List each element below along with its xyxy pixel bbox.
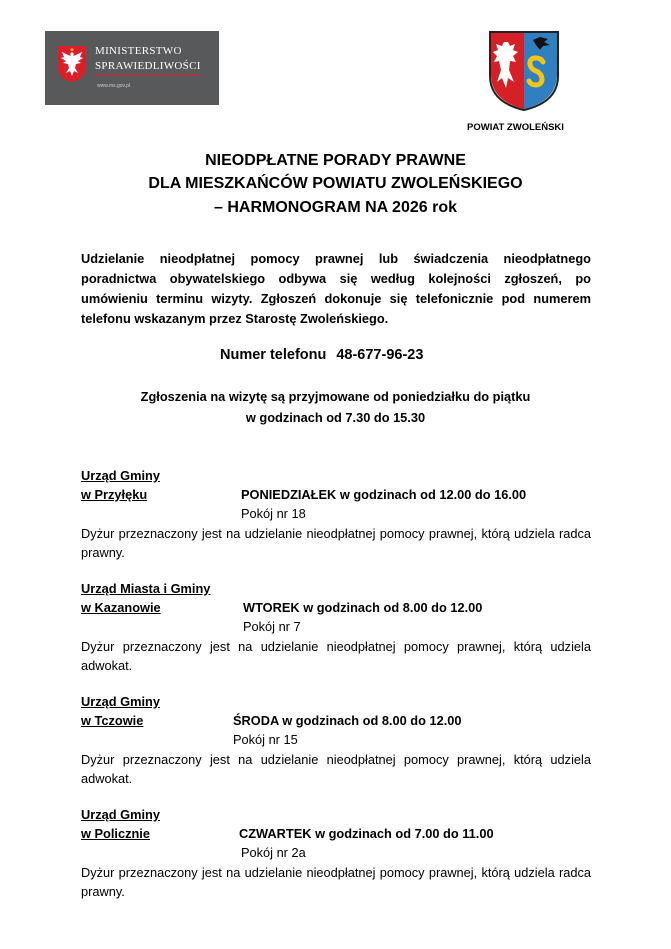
office-name-line2: w Policznie [81, 826, 150, 841]
duty-day-hours: WTOREK w godzinach od 8.00 do 12.00 [243, 600, 483, 615]
room-number: Pokój nr 7 [243, 619, 301, 634]
ministry-name-line2: SPRAWIEDLIWOŚCI [95, 60, 201, 75]
ministry-name-line1: MINISTERSTWO [95, 45, 182, 57]
office-name-line1: Urząd Miasta i Gminy [81, 581, 211, 596]
hours-line2: w godzinach od 7.30 do 15.30 [245, 410, 426, 425]
duty-day-hours: CZWARTEK w godzinach od 7.00 do 11.00 [239, 826, 494, 841]
title-line3: – HARMONOGRAM NA 2026 rok [213, 199, 457, 216]
zwolen-coat-of-arms-icon [488, 30, 560, 112]
office-name-line2: w Przyłęku [81, 487, 148, 502]
title-line2: DLA MIESZKAŃCÓW POWIATU ZWOLEŃSKIEGO [148, 175, 523, 192]
county-label: POWIAT ZWOLEŃSKI [467, 122, 564, 133]
office-name-line2: w Tczowie [81, 713, 144, 728]
office-name-line1: Urząd Gminy [81, 468, 160, 483]
room-number: Pokój nr 18 [241, 506, 306, 521]
room-number: Pokój nr 15 [233, 732, 298, 747]
office-name-line1: Urząd Gminy [81, 807, 160, 822]
room-number: Pokój nr 2a [241, 845, 306, 860]
hours-line1: Zgłoszenia na wizytę są przyjmowane od poniedziałku do piątku [140, 389, 531, 404]
office-name-line1: Urząd Gminy [81, 694, 160, 709]
duty-description: Dyżur przeznaczony jest na udzielanie nieodpłatnej pomocy prawnej, którą udziela radca prawny. [81, 526, 591, 560]
white-eagle-on-red-icon [57, 45, 87, 83]
intro-paragraph: Udzielanie nieodpłatnej pomocy prawnej lub świadczenia nieodpłatnego poradnictwa obywatelskiego odbywa się według kolejności zgłoszeń, po umówieniu terminu wizyty. Zgłoszeń dokonuje się telefonicznie pod numerem telefonu wskazanym przez Starostę Zwoleńskiego. [81, 251, 591, 326]
ministry-logo [45, 31, 219, 105]
duty-day-hours: PONIEDZIAŁEK w godzinach od 12.00 do 16.00 [241, 487, 527, 502]
duty-description: Dyżur przeznaczony jest na udzielanie nieodpłatnej pomocy prawnej, którą udziela adwokat. [81, 639, 591, 673]
duty-description: Dyżur przeznaczony jest na udzielanie nieodpłatnej pomocy prawnej, którą udziela adwokat. [81, 752, 591, 786]
phone-line [220, 347, 423, 363]
phone-number: 48-677-96-23 [336, 347, 424, 363]
duty-day-hours: ŚRODA w godzinach od 8.00 do 12.00 [233, 713, 462, 728]
phone-label: Numer telefonu [220, 347, 327, 363]
ministry-url: www.ms.gov.pl [97, 83, 130, 89]
duty-description: Dyżur przeznaczony jest na udzielanie nieodpłatnej pomocy prawnej, którą udziela radca prawny. [81, 865, 591, 899]
office-name-line2: w Kazanowie [81, 600, 161, 615]
title-line1: NIEODPŁATNE PORADY PRAWNE [205, 152, 466, 169]
